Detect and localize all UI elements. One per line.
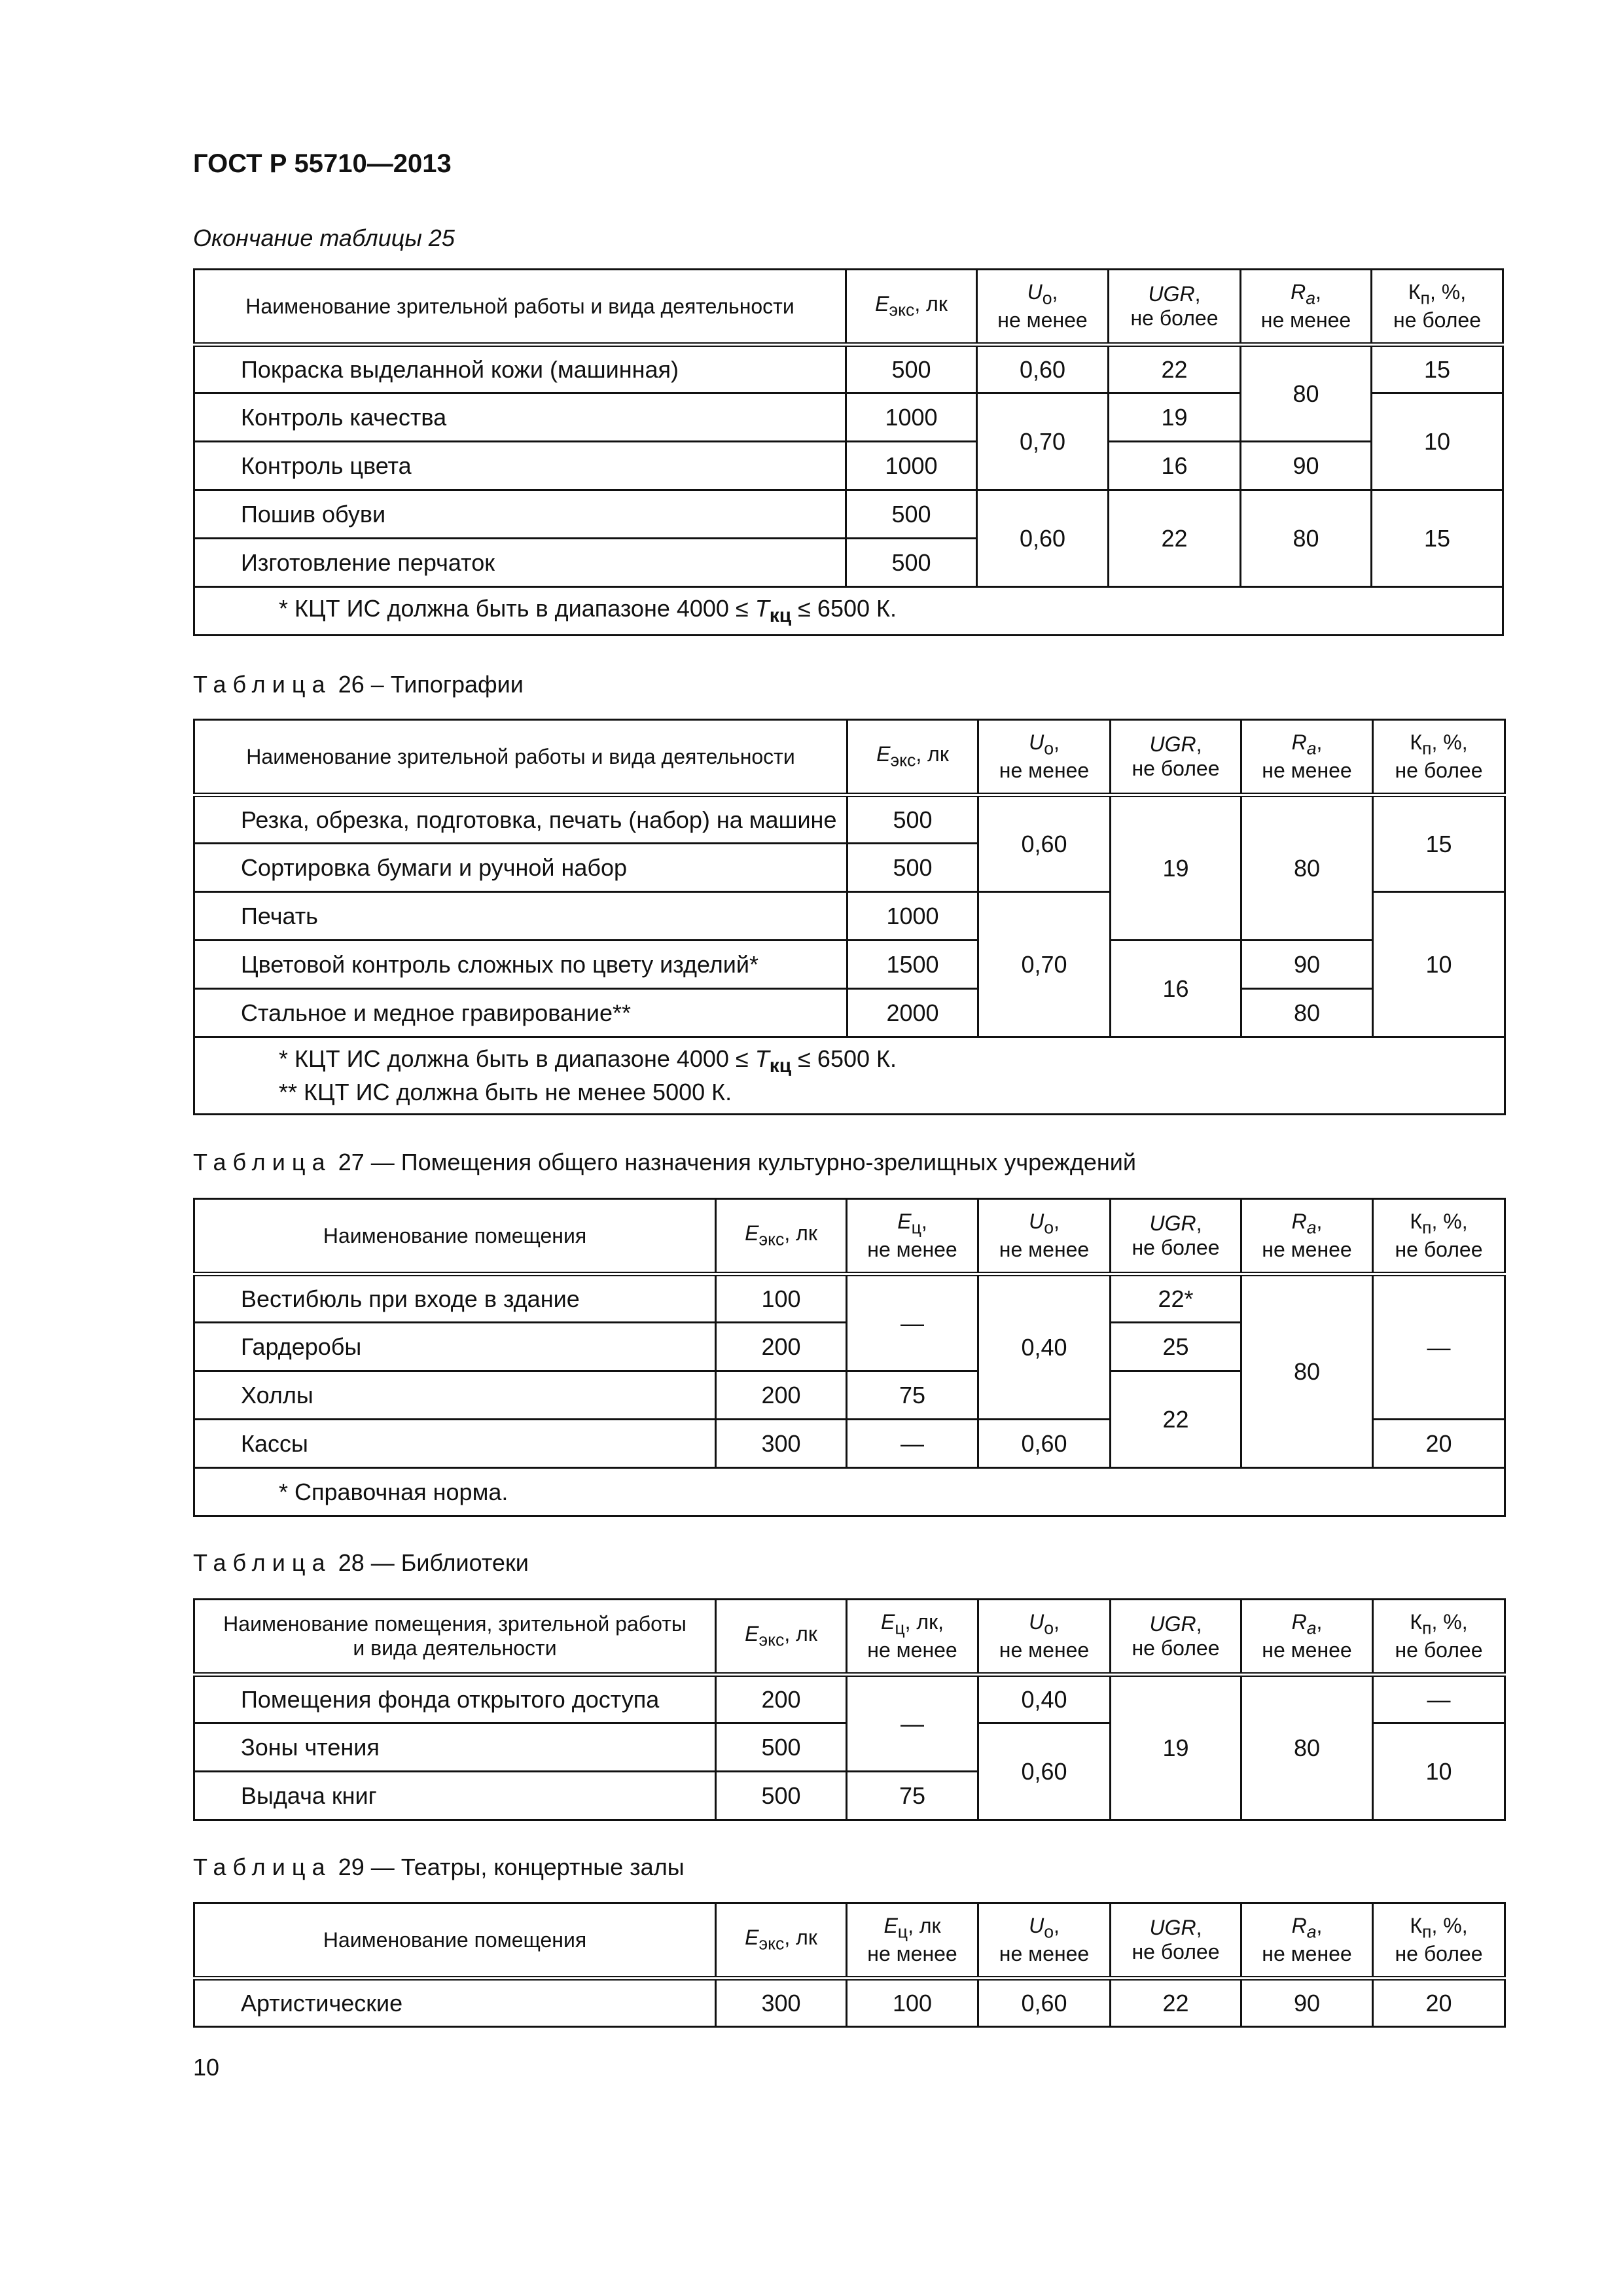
cell-name: Холлы	[194, 1371, 716, 1420]
document-code: ГОСТ Р 55710—2013	[193, 149, 452, 178]
cell-e: 1000	[846, 442, 977, 490]
table-row	[194, 345, 1503, 393]
cell-ugr: 22	[1111, 1979, 1241, 2027]
col-header-e-eks: $E_{экс}$, лк	[716, 1903, 847, 1979]
col-header-e-ts: $E_ц$, не менее	[847, 1199, 978, 1274]
cell-e: 300	[716, 1420, 847, 1468]
col-header-e-eks: $E_{экс}$, лк	[846, 270, 977, 345]
cell-ra: 80	[1241, 490, 1372, 587]
cell-e: 500	[847, 844, 978, 892]
col-header-uo: $U_о$, не менее	[978, 1903, 1111, 1979]
table-note: * КЦТ ИС должна быть в диапазоне $4000 \le T_{кц} \le 6500$ К.	[194, 587, 1503, 636]
col-header-room: Наименование помещения	[194, 1903, 716, 1979]
table-25-caption: Окончание таблицы 25	[193, 224, 455, 251]
table-note: * Справочная норма.	[194, 1468, 1505, 1516]
table-row	[194, 989, 1505, 1037]
cell-k: —	[1373, 1274, 1505, 1420]
cell-e: 1000	[846, 393, 977, 442]
cell-e: 1500	[847, 941, 978, 989]
table-note: * КЦТ ИС должна быть в диапазоне $4000 \le T_{кц} \le 6500$ К. ** КЦТ ИС должна быть не менее 5000 К.	[194, 1037, 1505, 1115]
cell-ugr: 22	[1109, 345, 1241, 393]
cell-k: 10	[1373, 892, 1505, 1037]
cell-k: 10	[1372, 393, 1503, 490]
col-header-ugr: UGR, не более	[1111, 1600, 1241, 1675]
cell-name: Сортировка бумаги и ручной набор	[194, 844, 847, 892]
col-header-ra: $R_a$, не менее	[1241, 1199, 1373, 1274]
cell-name: Кассы	[194, 1420, 716, 1468]
cell-e: 500	[847, 795, 978, 844]
cell-name: Гардеробы	[194, 1323, 716, 1371]
cell-e: 200	[716, 1323, 847, 1371]
cell-ra: 80	[1241, 989, 1373, 1037]
table-27-caption: Таблица 27 — Помещения общего назначения культурно-зрелищных учреждений	[193, 1149, 1136, 1175]
cell-e: 300	[716, 1979, 847, 2027]
cell-ra: 80	[1241, 345, 1372, 442]
table-row	[194, 442, 1503, 490]
cell-ets: —	[847, 1274, 978, 1371]
table-26-caption: Таблица 26 – Типографии	[193, 671, 524, 698]
cell-ugr: 22*	[1111, 1274, 1241, 1323]
cell-name: Покраска выделанной кожи (машинная)	[194, 345, 846, 393]
col-header-kp: $К_п$, %, не более	[1373, 1903, 1505, 1979]
cell-e: 1000	[847, 892, 978, 941]
col-header-kp: $К_п$, %, не более	[1373, 720, 1505, 795]
cell-name: Помещения фонда открытого доступа	[194, 1675, 716, 1723]
cell-u: 0,60	[978, 1723, 1111, 1820]
col-header-work: Наименование зрительной работы и вида деятельности	[194, 720, 847, 795]
cell-k: 15	[1372, 490, 1503, 587]
table-note-row	[194, 587, 1503, 636]
cell-e: 500	[846, 345, 977, 393]
table-note-row	[194, 1468, 1505, 1516]
cell-name: Изготовление перчаток	[194, 539, 846, 587]
col-header-kp: $К_п$, %, не более	[1373, 1199, 1505, 1274]
table-row	[194, 1979, 1505, 2027]
table-row	[194, 1274, 1505, 1323]
cell-u: 0,60	[978, 1420, 1111, 1468]
cell-u: 0,60	[977, 345, 1109, 393]
cell-name: Артистические	[194, 1979, 716, 2027]
cell-ra: 90	[1241, 1979, 1373, 2027]
col-header-ra: $R_a$, не менее	[1241, 1600, 1373, 1675]
table-note-row	[194, 1037, 1505, 1115]
cell-u: 0,40	[978, 1675, 1111, 1723]
cell-name: Вестибюль при входе в здание	[194, 1274, 716, 1323]
col-header-ugr: UGR, не более	[1109, 270, 1241, 345]
cell-u: 0,70	[978, 892, 1111, 1037]
col-header-kp: $К_п$, %, не более	[1372, 270, 1503, 345]
cell-u: 0,70	[977, 393, 1109, 490]
cell-name: Контроль качества	[194, 393, 846, 442]
cell-ugr: 19	[1111, 1675, 1241, 1820]
col-header-room-work: Наименование помещения, зрительной работы и вида деятельности	[194, 1600, 716, 1675]
cell-name: Резка, обрезка, подготовка, печать (набор) на машине	[194, 795, 847, 844]
cell-k: 10	[1373, 1723, 1505, 1820]
cell-u: 0,40	[978, 1274, 1111, 1420]
cell-name: Цветовой контроль сложных по цвету изделий*	[194, 941, 847, 989]
col-header-uo: $U_о$, не менее	[978, 720, 1111, 795]
table-row	[194, 941, 1505, 989]
cell-k: 15	[1373, 795, 1505, 892]
col-header-uo: $U_о$, не менее	[977, 270, 1109, 345]
cell-e: 200	[716, 1675, 847, 1723]
table-28	[193, 1598, 1506, 1821]
col-header-e-eks: $E_{экс}$, лк	[847, 720, 978, 795]
cell-ugr: 19	[1109, 393, 1241, 442]
col-header-ugr: UGR, не более	[1111, 1903, 1241, 1979]
cell-ugr: 22	[1111, 1371, 1241, 1468]
cell-e: 2000	[847, 989, 978, 1037]
cell-ets: 100	[847, 1979, 978, 2027]
cell-ets: 75	[847, 1772, 978, 1820]
table-row	[194, 795, 1505, 844]
cell-u: 0,60	[977, 490, 1109, 587]
cell-ets: —	[847, 1420, 978, 1468]
cell-k: 20	[1373, 1979, 1505, 2027]
cell-ra: 80	[1241, 1274, 1373, 1468]
cell-k: 20	[1373, 1420, 1505, 1468]
cell-ugr: 16	[1109, 442, 1241, 490]
table-28-caption: Таблица 28 — Библиотеки	[193, 1549, 529, 1576]
cell-ugr: 25	[1111, 1323, 1241, 1371]
col-header-e-eks: $E_{экс}$, лк	[716, 1199, 847, 1274]
cell-e: 500	[716, 1723, 847, 1772]
table-row	[194, 490, 1503, 539]
table-row	[194, 1675, 1505, 1723]
table-29-caption: Таблица 29 — Театры, концертные залы	[193, 1854, 685, 1880]
cell-ra: 80	[1241, 795, 1373, 941]
col-header-ra: $R_a$, не менее	[1241, 1903, 1373, 1979]
cell-ra: 90	[1241, 941, 1373, 989]
col-header-ra: $R_a$, не менее	[1241, 720, 1373, 795]
col-header-e-ts: $E_ц$, лк, не менее	[847, 1600, 978, 1675]
table-26	[193, 719, 1506, 1115]
cell-k: 15	[1372, 345, 1503, 393]
table-25	[193, 268, 1504, 636]
cell-name: Печать	[194, 892, 847, 941]
cell-ets: 75	[847, 1371, 978, 1420]
col-header-e-ts: $E_ц$, лк не менее	[847, 1903, 978, 1979]
cell-name: Зоны чтения	[194, 1723, 716, 1772]
cell-name: Выдача книг	[194, 1772, 716, 1820]
cell-e: 500	[716, 1772, 847, 1820]
cell-name: Контроль цвета	[194, 442, 846, 490]
cell-e: 100	[716, 1274, 847, 1323]
cell-ra: 90	[1241, 442, 1372, 490]
cell-u: 0,60	[978, 795, 1111, 892]
cell-e: 200	[716, 1371, 847, 1420]
cell-ugr: 16	[1111, 941, 1241, 1037]
cell-ugr: 22	[1109, 490, 1241, 587]
cell-name: Стальное и медное гравирование**	[194, 989, 847, 1037]
col-header-uo: $U_о$, не менее	[978, 1600, 1111, 1675]
page-number: 10	[193, 2054, 220, 2081]
col-header-uo: $U_о$, не менее	[978, 1199, 1111, 1274]
col-header-ugr: UGR, не более	[1111, 1199, 1241, 1274]
cell-ets: —	[847, 1675, 978, 1772]
col-header-kp: $К_п$, %, не более	[1373, 1600, 1505, 1675]
cell-u: 0,60	[978, 1979, 1111, 2027]
col-header-ugr: UGR, не более	[1111, 720, 1241, 795]
col-header-ra: $R_a$, не менее	[1241, 270, 1372, 345]
cell-ugr: 19	[1111, 795, 1241, 941]
cell-e: 500	[846, 490, 977, 539]
table-27	[193, 1198, 1506, 1517]
col-header-room: Наименование помещения	[194, 1199, 716, 1274]
col-header-work: Наименование зрительной работы и вида деятельности	[194, 270, 846, 345]
col-header-e-eks: $E_{экс}$, лк	[716, 1600, 847, 1675]
cell-ra: 80	[1241, 1675, 1373, 1820]
cell-k: —	[1373, 1675, 1505, 1723]
cell-e: 500	[846, 539, 977, 587]
cell-name: Пошив обуви	[194, 490, 846, 539]
table-29	[193, 1902, 1506, 2028]
